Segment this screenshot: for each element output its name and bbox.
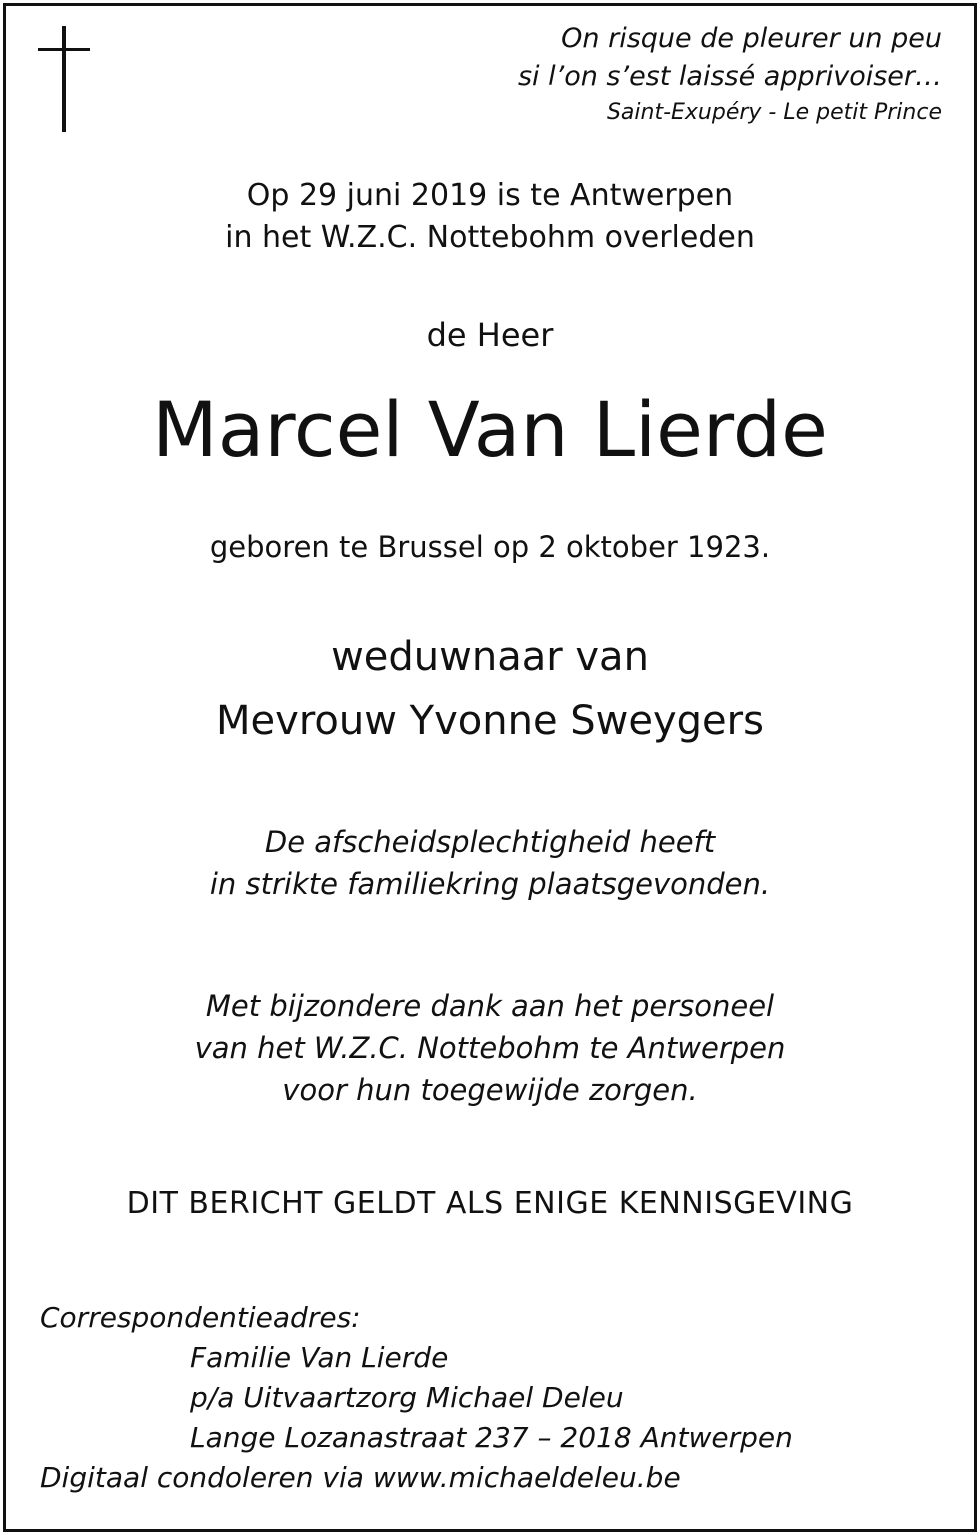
correspondence-family: Familie Van Lierde bbox=[190, 1341, 449, 1374]
widower-of bbox=[0, 625, 980, 753]
ceremony-line-1: De afscheidsplechtigheid heeft bbox=[264, 825, 716, 859]
cross-icon bbox=[38, 26, 90, 134]
thanks-note bbox=[0, 985, 980, 1111]
sole-notice-statement: DIT BERICHT GELDT ALS ENIGE KENNISGEVING bbox=[126, 1186, 854, 1221]
death-announcement bbox=[0, 175, 980, 259]
online-condolence: Digitaal condoleren via www.michaeldeleu.be bbox=[40, 1461, 681, 1494]
epigraph-quote bbox=[518, 20, 942, 130]
quote-attribution: Saint-Exupéry - Le petit Prince bbox=[606, 100, 942, 125]
thanks-line-1: Met bijzondere dank aan het personeel bbox=[205, 989, 775, 1023]
spouse-name: Mevrouw Yvonne Sweygers bbox=[216, 698, 764, 744]
correspondence-heading: Correspondentieadres: bbox=[40, 1301, 361, 1334]
intro-line-1: Op 29 juni 2019 is te Antwerpen bbox=[246, 178, 734, 213]
thanks-line-2: van het W.Z.C. Nottebohm te Antwerpen bbox=[194, 1031, 786, 1065]
correspondence-block bbox=[40, 1298, 793, 1498]
correspondence-care-of: p/a Uitvaartzorg Michael Deleu bbox=[190, 1381, 624, 1414]
widower-line-1: weduwnaar van bbox=[331, 634, 649, 680]
ceremony-line-2: in strikte familiekring plaatsgevonden. bbox=[209, 867, 771, 901]
correspondence-address: Lange Lozanastraat 237 – 2018 Antwerpen bbox=[190, 1421, 793, 1454]
birth-details: geboren te Brussel op 2 oktober 1923. bbox=[209, 530, 771, 564]
quote-line-2: si l’on s’est laissé apprivoiser… bbox=[517, 61, 942, 92]
deceased-name: Marcel Van Lierde bbox=[152, 385, 828, 474]
ceremony-note bbox=[0, 821, 980, 905]
honorific: de Heer bbox=[426, 316, 554, 354]
quote-line-1: On risque de pleurer un peu bbox=[561, 23, 942, 54]
thanks-line-3: voor hun toegewijde zorgen. bbox=[282, 1073, 698, 1107]
intro-line-2: in het W.Z.C. Nottebohm overleden bbox=[225, 220, 755, 255]
